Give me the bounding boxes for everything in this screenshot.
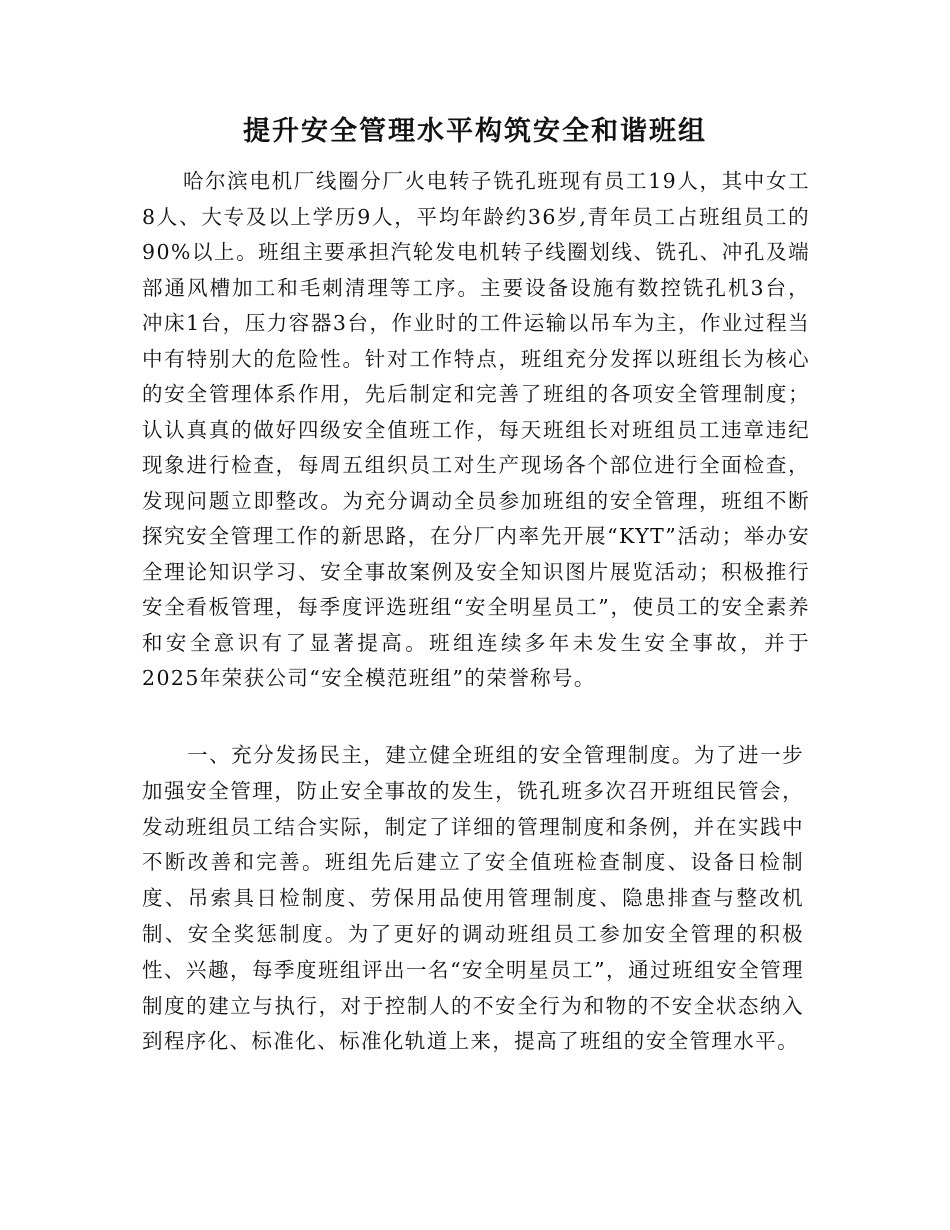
intro-paragraph: 哈尔滨电机厂线圈分厂火电转子铣孔班现有员工19人，其中女工8人、大专及以上学历9人，平均年龄约36岁,青年员工占班组员工的90%以上。班组主要承担汽轮发电机转子线圈划线、铣孔、冲孔及端部通风槽加工和毛刺清理等工序。主要设备设施有数控铣孔机3台，冲床1台，压力容器3台，作业时的工件运输以吊车为主，作业过程当中有特别大的危险性。针对工作特点，班组充分发挥以班组长为核心的安全管理体系作用，先后制定和完善了班组的各项安全管理制度；认认真真的做好四级安全值班工作，每天班组长对班组员工违章违纪现象进行检查，每周五组织员工对生产现场各个部位进行全面检查，发现问题立即整改。为充分调动全员参加班组的安全管理，班组不断探究安全管理工作的新思路，在分厂内率先开展“KYT”活动；举办安全理论知识学习、安全事故案例及安全知识图片展览活动；积极推行安全看板管理，每季度评选班组“安全明星员工”，使员工的安全素养和安全意识有了显著提高。班组连续多年未发生安全事故，并于2025年荣获公司“安全模范班组”的荣誉称号。 [142,169,810,690]
section-one-paragraph: 一、充分发扬民主，建立健全班组的安全管理制度。为了进一步加强安全管理，防止安全事故的发生，铣孔班多次召开班组民管会，发动班组员工结合实际，制定了详细的管理制度和条例，并在实践中不断改善和完善。班组先后建立了安全值班检查制度、设备日检制度、吊索具日检制度、劳保用品使用管理制度、隐患排查与整改机制、安全奖惩制度。为了更好的调动班组员工参加安全管理的积极性、兴趣，每季度班组评出一名“安全明星员工”，通过班组安全管理制度的建立与执行，对于控制人的不安全行为和物的不安全状态纳入到程序化、标准化、标准化轨道上来，提高了班组的安全管理水平。 [142,743,804,1054]
document-title: 提升安全管理水平构筑安全和谐班组 [243,116,707,147]
